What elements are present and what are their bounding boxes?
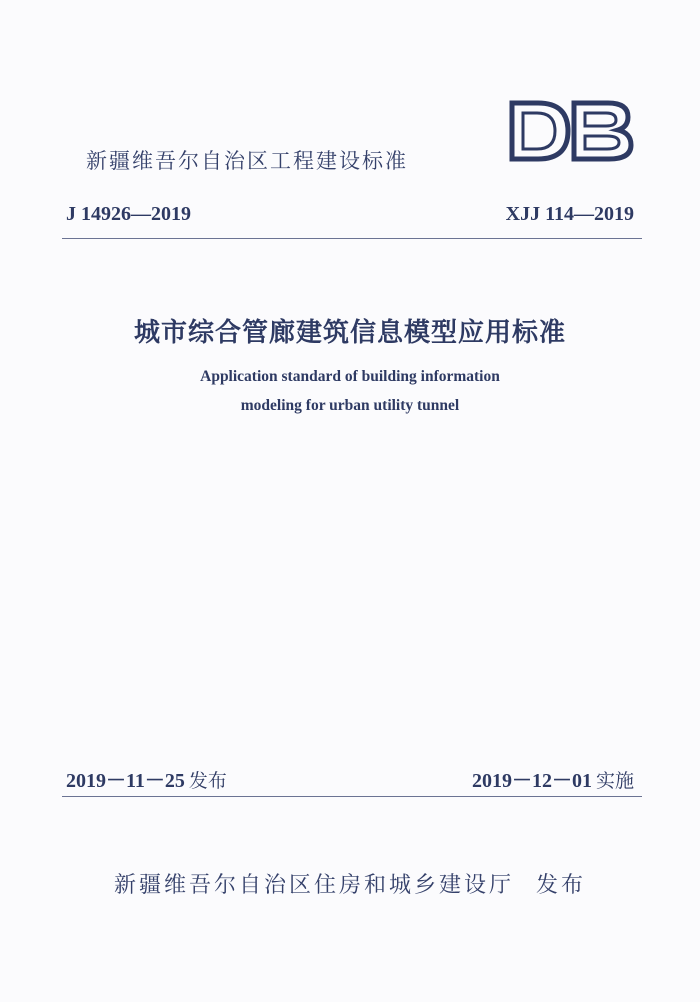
english-title-line-2: modeling for urban utility tunnel	[240, 397, 460, 414]
db-logo	[508, 100, 634, 162]
effective-date-group	[472, 764, 634, 793]
publisher-action: 发布	[536, 873, 587, 898]
series-title: 新疆维吾尔自治区工程建设标准	[86, 149, 408, 173]
effective-label: 实施	[595, 770, 634, 792]
date-row	[66, 764, 634, 792]
standard-code-row	[66, 203, 634, 233]
record-number: J 14926—2019	[66, 203, 191, 225]
issue-date-group	[66, 764, 227, 793]
publisher-name: 新疆维吾尔自治区住房和城乡建设厅	[113, 873, 514, 898]
chinese-title: 城市综合管廊建筑信息模型应用标准	[133, 318, 566, 348]
effective-date: 2019－12－01	[471, 770, 592, 792]
standard-number: XJJ 114—2019	[505, 203, 634, 225]
issue-date: 2019－11－25	[66, 770, 185, 792]
top-divider	[62, 238, 642, 239]
publisher-line	[0, 868, 700, 899]
issue-label: 发布	[188, 770, 227, 792]
bottom-divider	[62, 796, 642, 797]
english-title-line-1: Application standard of building information	[200, 368, 500, 385]
